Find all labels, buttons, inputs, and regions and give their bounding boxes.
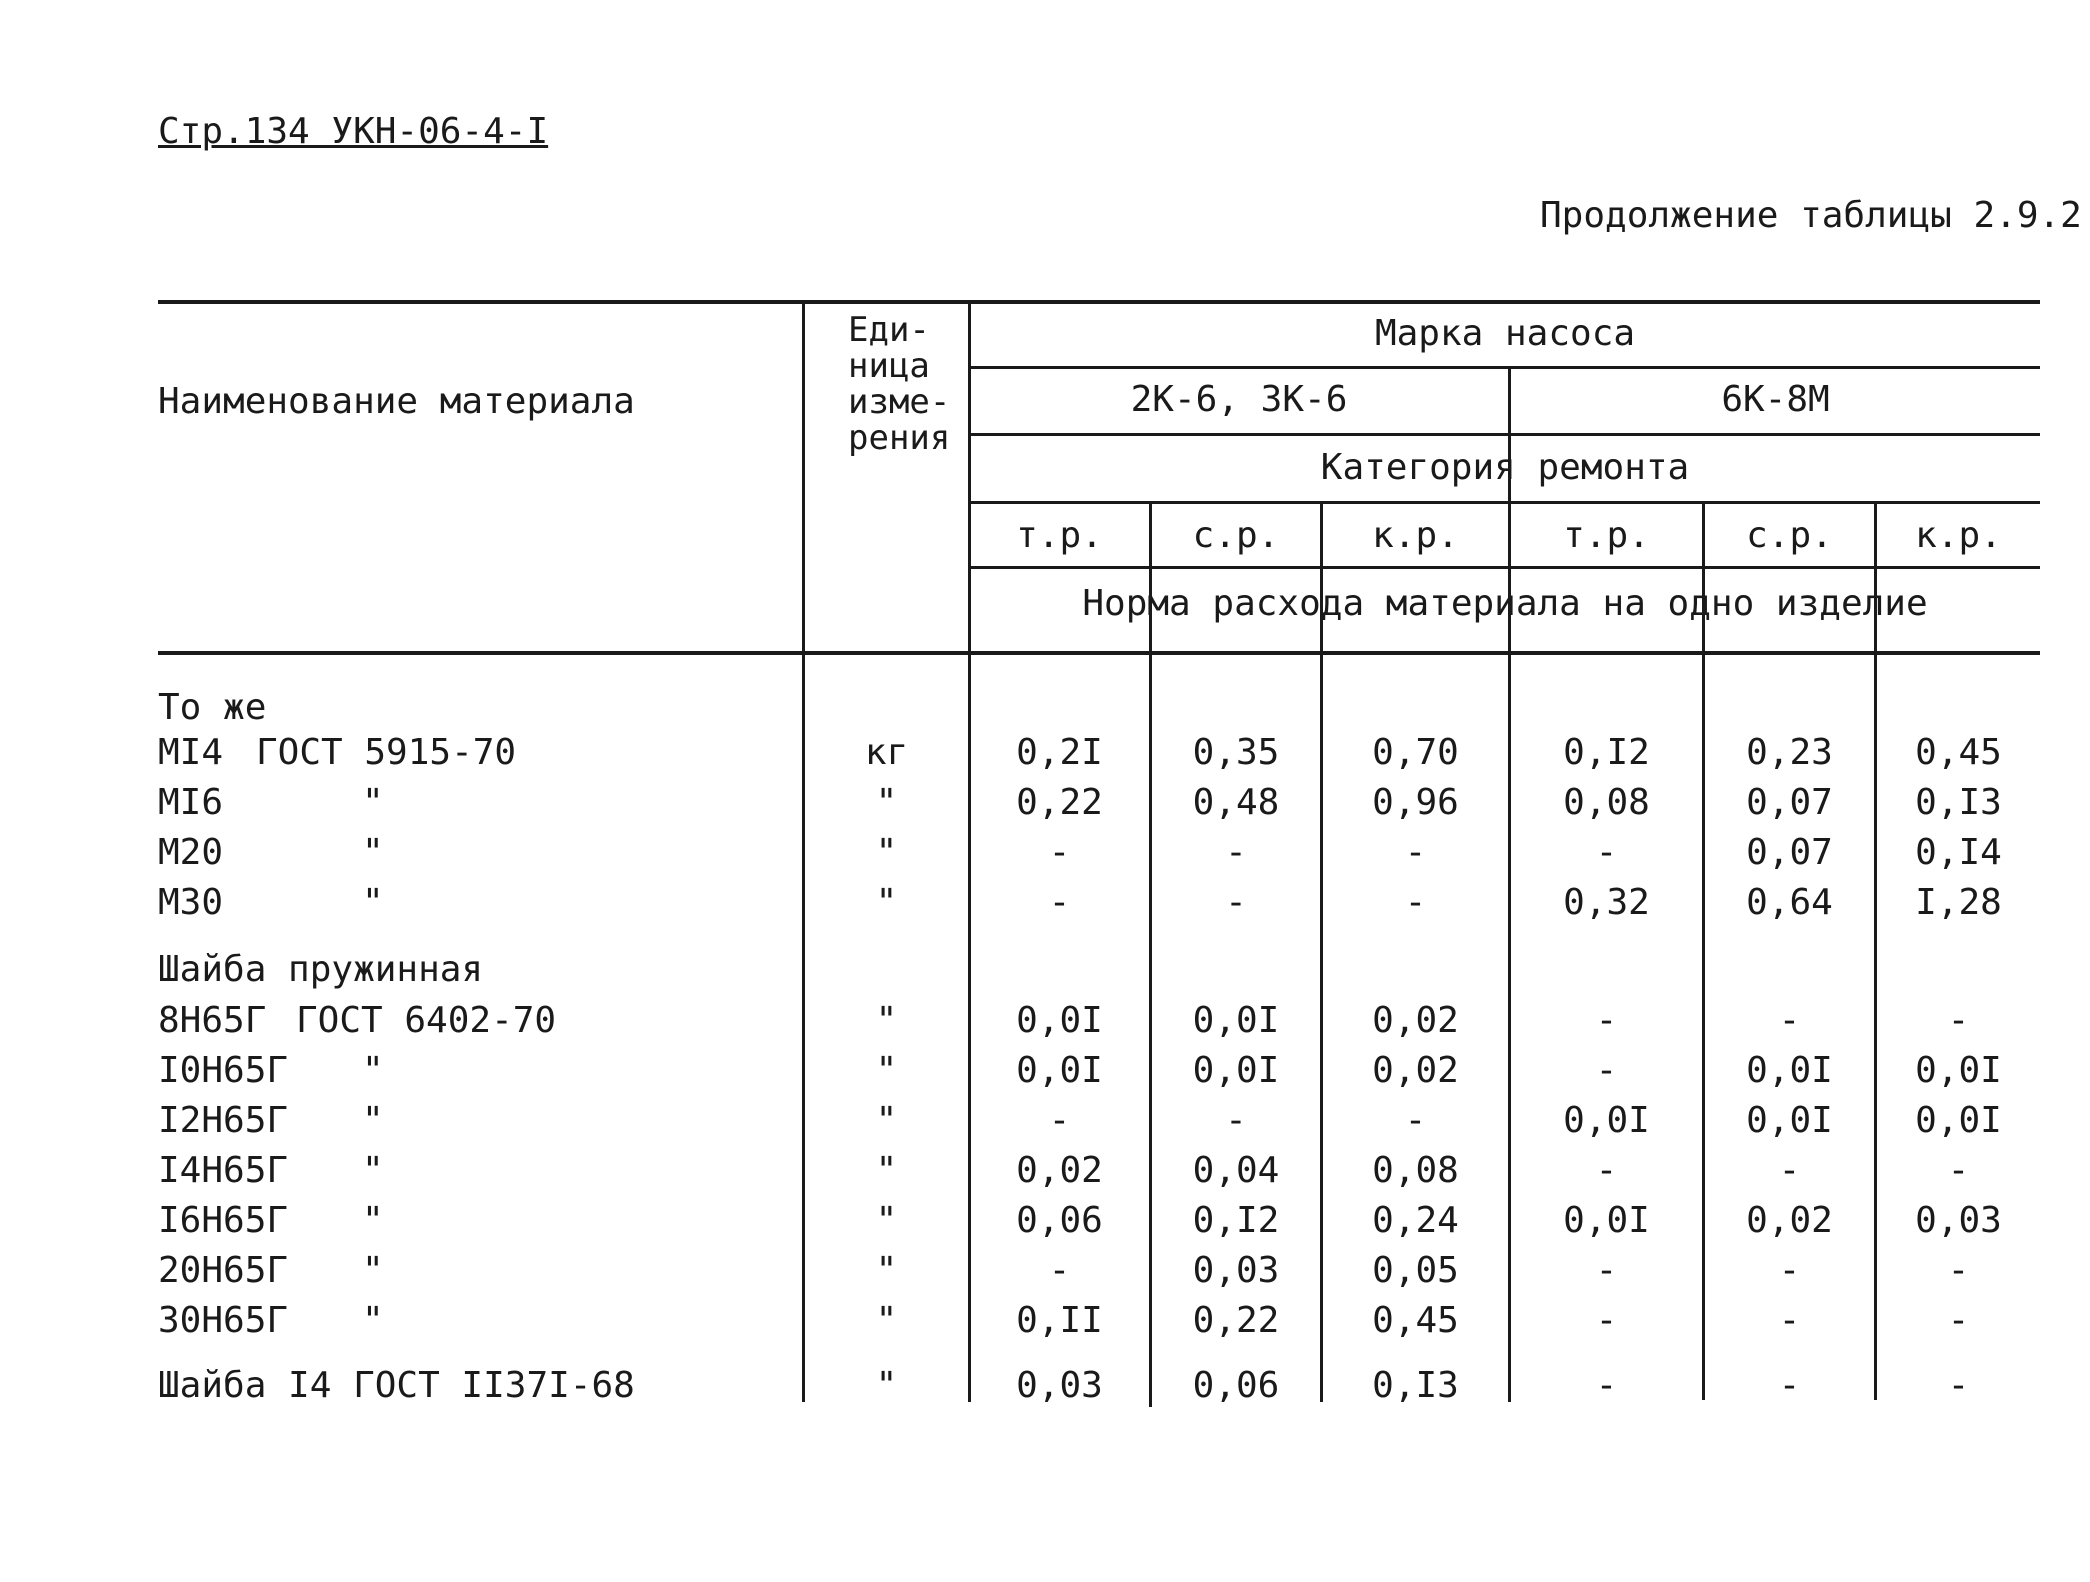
header-group-1: 2К-6, 3К-6 [1130,379,1348,420]
value-cell: - [1778,1250,1801,1291]
value-cell: 0,0I [1563,1100,1650,1141]
value-cell: 0,08 [1563,782,1650,823]
value-cell: 0,0I [1192,1000,1280,1041]
value-cell: 0,05 [1372,1250,1459,1291]
value-cell: 0,02 [1372,1000,1459,1041]
header-group-2: 6К-8М [1721,379,1830,420]
value-cell: 0,22 [1192,1300,1280,1341]
table-top-rule [158,300,2040,304]
value-cell: - [1225,1100,1247,1141]
material-name: МI6 [158,782,224,823]
value-cell: - [1778,1300,1801,1341]
unit-cell: " [875,1200,898,1241]
material-gost: " [362,1300,384,1341]
material-gost: " [362,782,384,823]
unit-cell: " [875,1365,898,1406]
material-name: То же [158,687,267,728]
value-cell: - [1048,882,1071,923]
material-name: I2Н65Г [158,1100,289,1141]
header-material: Наименование материала [158,381,635,422]
value-cell: 0,04 [1192,1150,1280,1191]
value-cell: - [1048,1250,1071,1291]
material-name: I0Н65Г [158,1050,289,1091]
value-cell: 0,48 [1192,782,1280,823]
value-cell: - [1595,832,1618,873]
unit-cell: кг [864,732,909,773]
header-category: к.р. [1915,515,2002,556]
value-cell: 0,08 [1372,1150,1459,1191]
rule-under-categories [970,566,2040,569]
header-unit-line: Еди- [848,310,930,350]
material-gost: " [362,882,384,923]
value-cell: 0,03 [1915,1200,2002,1241]
material-gost: " [362,832,384,873]
header-norm: Норма расхода материала на одно изделие [1082,583,1928,624]
value-cell: - [1947,1250,1970,1291]
material-name: М20 [158,832,224,873]
value-cell: 0,0I [1915,1100,2002,1141]
value-cell: 0,I4 [1915,832,2002,873]
header-category: т.р. [1016,515,1103,556]
value-cell: - [1778,1150,1801,1191]
material-name: 20Н65Г [158,1250,289,1291]
value-cell: - [1947,1365,1970,1406]
value-cell: 0,70 [1372,732,1459,773]
rule-under-repair-category [970,501,2040,504]
material-gost: " [362,1050,384,1091]
value-cell: - [1595,1000,1618,1041]
value-cell: 0,2I [1016,732,1103,773]
value-cell: - [1595,1300,1618,1341]
header-category: к.р. [1372,515,1459,556]
unit-cell: " [875,832,898,873]
value-cell: - [1404,882,1427,923]
unit-cell: " [875,1000,898,1041]
header-unit-line: ница [848,346,930,386]
value-cell: 0,24 [1372,1200,1459,1241]
value-cell: 0,23 [1746,732,1833,773]
value-cell: 0,06 [1016,1200,1103,1241]
value-cell: - [1595,1365,1618,1406]
header-category: с.р. [1192,515,1280,556]
value-cell: 0,0I [1915,1050,2002,1091]
value-cell: - [1048,1100,1071,1141]
header-unit-line: изме- [848,382,951,422]
value-cell: 0,45 [1915,732,2002,773]
rule-under-pump-brand [970,366,2040,369]
value-cell: I,28 [1915,882,2002,923]
value-cell: - [1404,1100,1427,1141]
value-cell: - [1595,1150,1618,1191]
value-cell: 0,0I [1016,1050,1103,1091]
value-cell: 0,64 [1746,882,1833,923]
material-gost: ГОСТ 5915-70 [256,732,517,773]
value-cell: 0,II [1016,1300,1103,1341]
value-cell: 0,I2 [1192,1200,1280,1241]
unit-cell: " [875,1050,898,1091]
value-cell: - [1947,1150,1970,1191]
value-cell: 0,45 [1372,1300,1459,1341]
value-cell: 0,0I [1746,1100,1833,1141]
unit-cell: " [875,1300,898,1341]
value-cell: 0,07 [1746,782,1833,823]
value-cell: - [1595,1250,1618,1291]
header-repair-category: Категория ремонта [1320,447,1690,488]
value-cell: 0,I2 [1563,732,1650,773]
value-cell: - [1048,832,1071,873]
value-cell: 0,03 [1016,1365,1103,1406]
unit-cell: " [875,882,898,923]
material-name: 30Н65Г [158,1300,289,1341]
value-cell: - [1947,1300,1970,1341]
material-name: МI4 [158,732,224,773]
value-cell: - [1595,1050,1618,1091]
header-bottom-rule [158,651,2040,655]
material-name: I4Н65Г [158,1150,289,1191]
value-cell: - [1225,882,1247,923]
material-gost: " [362,1250,384,1291]
value-cell: - [1947,1000,1970,1041]
material-name: 8Н65Г [158,1000,267,1041]
value-cell: 0,02 [1372,1050,1459,1091]
value-cell: - [1225,832,1247,873]
value-cell: 0,02 [1746,1200,1833,1241]
value-cell: 0,02 [1016,1150,1103,1191]
value-cell: 0,I3 [1915,782,2002,823]
unit-cell: " [875,1100,898,1141]
header-pump-brand: Марка насоса [1374,313,1636,354]
material-gost: ГОСТ 6402-70 [296,1000,557,1041]
material-gost: " [362,1200,384,1241]
rule-under-groups [970,433,2040,436]
unit-cell: " [875,782,898,823]
header-unit-line: рения [848,418,951,458]
material-name: Шайба I4 ГОСТ II37I-68 [158,1365,635,1406]
table-caption: Продолжение таблицы 2.9.2 [1540,195,2082,236]
header-category: с.р. [1746,515,1833,556]
material-gost: " [362,1150,384,1191]
header-unit [848,312,950,456]
value-cell: 0,0I [1016,1000,1103,1041]
value-cell: 0,0I [1746,1050,1833,1091]
value-cell: 0,0I [1192,1050,1280,1091]
value-cell: 0,22 [1016,782,1103,823]
value-cell: 0,0I [1563,1200,1650,1241]
material-gost: " [362,1100,384,1141]
header-category: т.р. [1563,515,1650,556]
value-cell: 0,96 [1372,782,1459,823]
material-name: Шайба пружинная [158,949,484,990]
unit-cell: " [875,1250,898,1291]
value-cell: 0,I3 [1372,1365,1459,1406]
value-cell: 0,07 [1746,832,1833,873]
value-cell: - [1778,1365,1801,1406]
value-cell: 0,35 [1192,732,1280,773]
unit-cell: " [875,1150,898,1191]
value-cell: 0,32 [1563,882,1650,923]
value-cell: 0,06 [1192,1365,1280,1406]
value-cell: 0,03 [1192,1250,1280,1291]
page-header: Стр.134 УКН-06-4-I [158,111,549,152]
value-cell: - [1404,832,1427,873]
value-cell: - [1778,1000,1801,1041]
material-name: М30 [158,882,224,923]
material-name: I6Н65Г [158,1200,289,1241]
